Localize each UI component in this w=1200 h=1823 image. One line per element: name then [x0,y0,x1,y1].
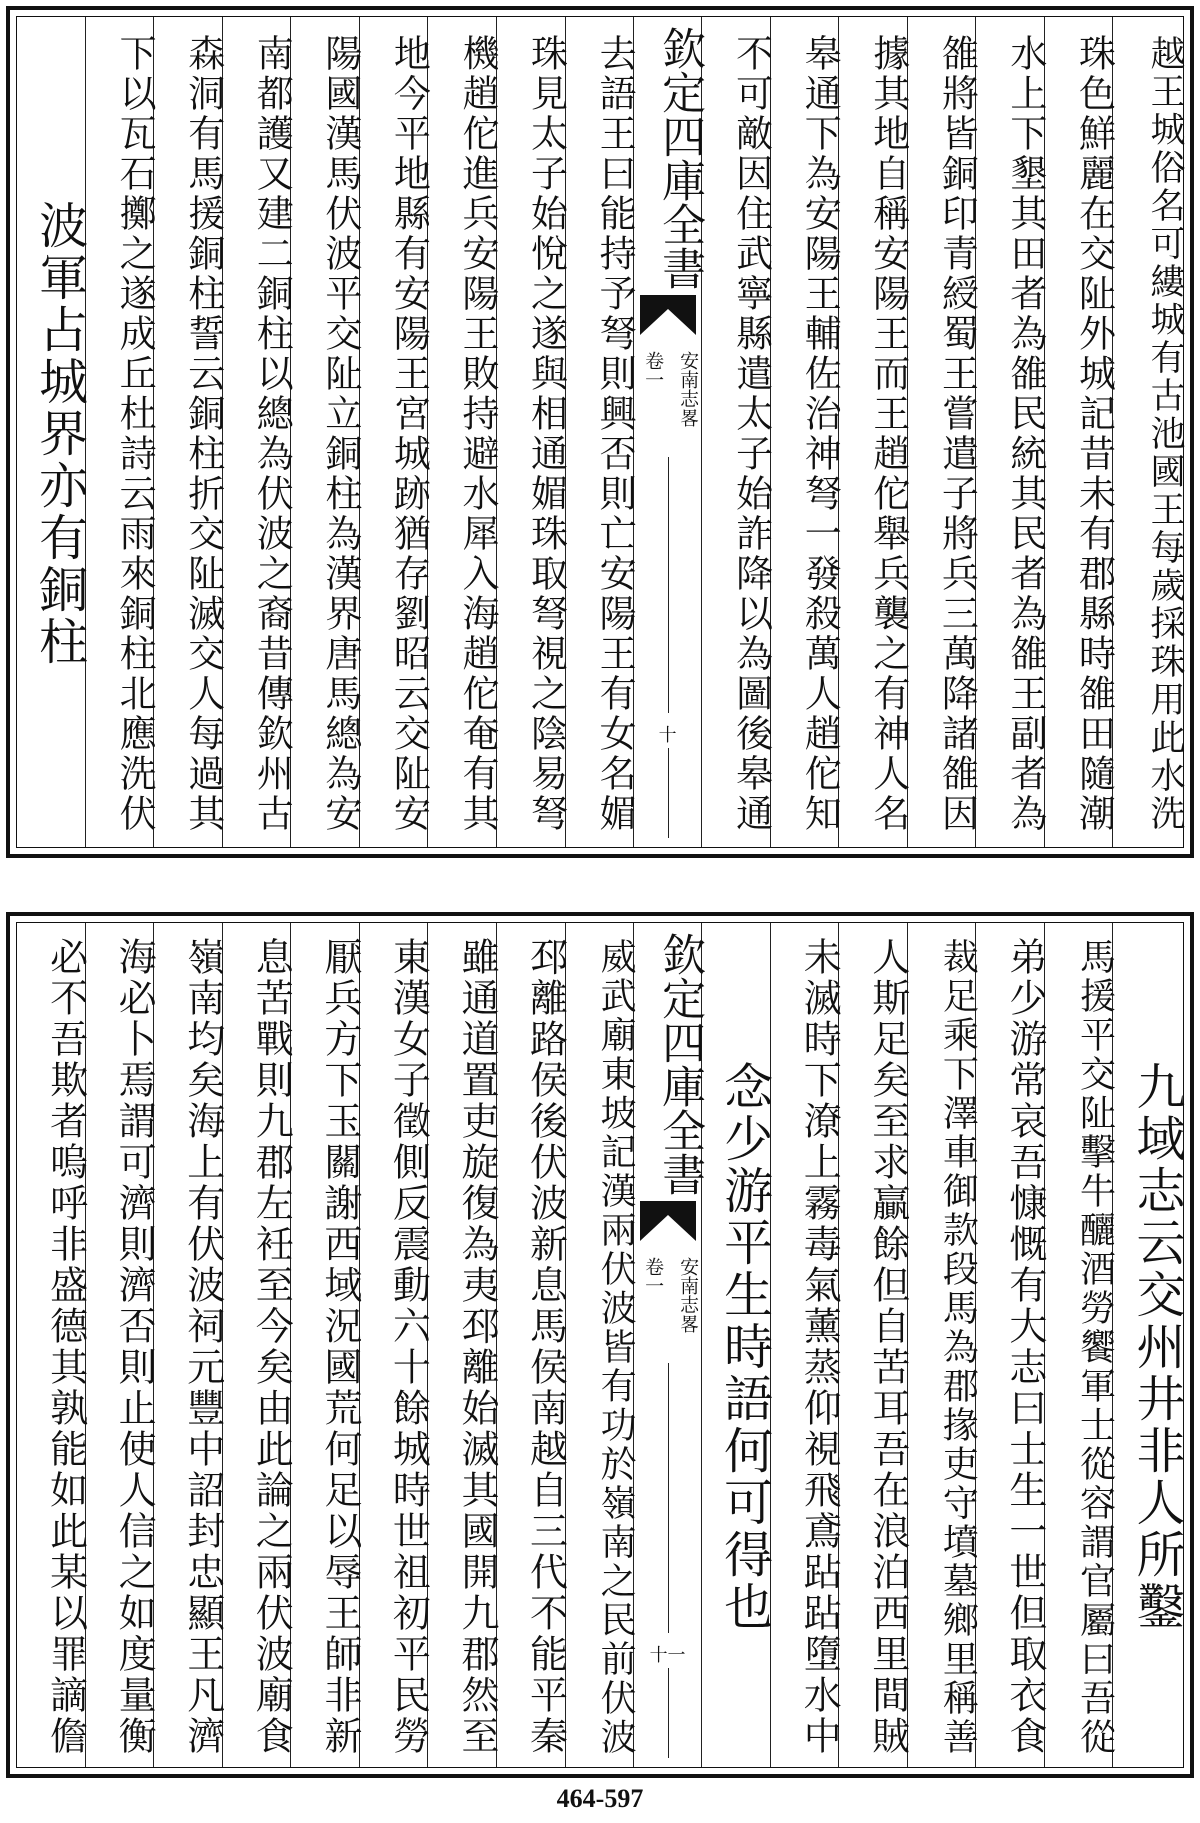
text-column [771,17,840,847]
book-subtitle: 安南志畧 [677,351,700,427]
text-column [702,17,771,847]
column-text: 東漢女子徵側反震動六十餘城時世祖初平民勞 [386,937,431,1757]
column-text: 珠見太子始悅之遂與相通媚珠取弩視之陰易弩 [524,34,568,834]
center-fold-column [634,923,706,1767]
text-column [428,923,497,1767]
text-column [908,17,977,847]
text-column [223,17,292,847]
text-column [771,923,840,1767]
text-column [566,17,635,847]
text-column [360,17,429,847]
book-title: 欽定四庫全書 [654,26,706,290]
column-text: 珠色鮮麗在交阯外城記昔未有郡縣時雒田隨潮 [1072,34,1116,834]
center-fold-column [634,17,706,847]
top-page-frame [16,16,1184,848]
book-title: 欽定四庫全書 [654,932,706,1196]
fold-line-lower [668,1668,669,1758]
text-column [1045,923,1114,1767]
column-text: 念少游平生時語何可得也 [716,1061,774,1633]
column-text: 波軍占城界亦有銅柱 [31,200,89,668]
column-text: 雖通道置吏旋復為夷邳離始滅其國開九郡然至 [454,937,499,1757]
text-column [976,17,1045,847]
text-column [976,923,1045,1767]
column-text: 弟少游常哀吾慷慨有大志曰士生一世但取衣食 [1002,937,1047,1757]
column-text: 去語王曰能持予弩則興否則亡安陽王有女名媚 [593,34,637,834]
column-text: 海必卜焉謂可濟則濟否則止使人信之如度量衡 [112,937,157,1757]
fold-line-lower [668,748,669,838]
text-column [291,923,360,1767]
column-text: 不可敵因住武寧縣遣太子始詐降以為圖後皋通 [729,34,773,834]
column-text: 人斯足矣至求贏餘但自苦耳吾在浪泊西里間賊 [865,937,910,1757]
column-text: 下以瓦石擲之遂成丘杜詩云雨來銅柱北應洗伏 [113,34,157,834]
text-column [291,17,360,847]
column-text: 邳離路侯後伏波新息馬侯南越自三代不能平秦 [523,937,568,1757]
text-column [566,923,635,1767]
text-column [1113,17,1185,847]
fishtail-mark-icon [640,295,696,335]
text-column [360,923,429,1767]
text-column [17,17,89,847]
text-column [702,923,774,1767]
text-column [223,923,292,1767]
column-text: 機趙佗進兵安陽王敗持避水犀入海趙佗奄有其 [455,34,499,834]
fold-line [668,1363,669,1633]
column-text: 地今平地縣有安陽王宮城跡猶存劉昭云交阯安 [387,34,431,834]
column-text: 裁足乘下澤車御款段馬為郡掾吏守墳墓鄉里稱善 [937,937,979,1757]
book-subtitle: 安南志畧 [677,1257,700,1333]
text-column [839,923,908,1767]
bottom-page-frame [16,922,1184,1768]
text-column [497,923,566,1767]
page-footer-number: 464-597 [556,1784,644,1813]
fishtail-mark-icon [640,1201,696,1241]
volume-label: 卷一 [642,1257,665,1295]
column-text: 必不吾欺者嗚呼非盛德其孰能如此某以罪謫儋 [43,937,88,1757]
column-text: 厭兵方下玉關謝西域況國荒何足以辱王師非新 [317,937,362,1757]
text-column [86,923,155,1767]
column-text: 息苦戰則九郡左衽至今矣由此論之兩伏波廟食 [249,937,294,1757]
text-column [17,923,86,1767]
column-text: 嶺南均矣海上有伏波祠元豐中詔封忠顯王凡濟 [180,937,225,1757]
text-column [86,17,155,847]
text-column [908,923,977,1767]
text-column [497,17,566,847]
column-text: 雒將皆銅印青綬蜀王嘗遣子將兵三萬降諸雒因 [935,34,979,834]
bottom-page [6,912,1194,1778]
column-text: 南都護又建二銅柱以總為伏波之裔昔傳欽州古 [250,34,294,834]
leaf-number: 十 [658,725,677,746]
column-text: 據其地自稱安陽王而王趙佗舉兵襲之有神人名 [866,34,910,834]
column-text: 越王城俗名可縷城有古池國王每歲採珠用此水洗 [1145,35,1185,833]
column-text: 未滅時下潦上霧毒氣薰蒸仰視飛鳶跕跕墮水中 [797,937,842,1757]
column-text: 威武廟東坡記漢兩伏波皆有功於嶺南之民前伏波 [595,937,637,1757]
column-text: 陽國漢馬伏波平交阯立銅柱為漢界唐馬總為安 [318,34,362,834]
text-column [1113,923,1186,1767]
column-text: 馬援平交阯擊牛釃酒勞饗軍士從容謂官屬曰吾從 [1074,937,1116,1757]
text-column [154,923,223,1767]
top-page [6,6,1194,858]
fold-line [668,457,669,713]
column-text: 皋通下為安陽王輔佐治神弩一發殺萬人趙佗知 [798,34,842,834]
text-column [154,17,223,847]
column-text: 九域志云交州井非人所鑿 [1129,1061,1186,1633]
text-column [428,17,497,847]
text-column [1045,17,1114,847]
column-text: 水上下墾其田者為雒民統其民者為雒王副者為 [1003,34,1047,834]
volume-label: 卷一 [642,351,665,389]
column-text: 森洞有馬援銅柱誓云銅柱折交阯滅交人每過其 [181,34,225,834]
text-column [839,17,908,847]
leaf-number: 十一 [649,1645,686,1666]
